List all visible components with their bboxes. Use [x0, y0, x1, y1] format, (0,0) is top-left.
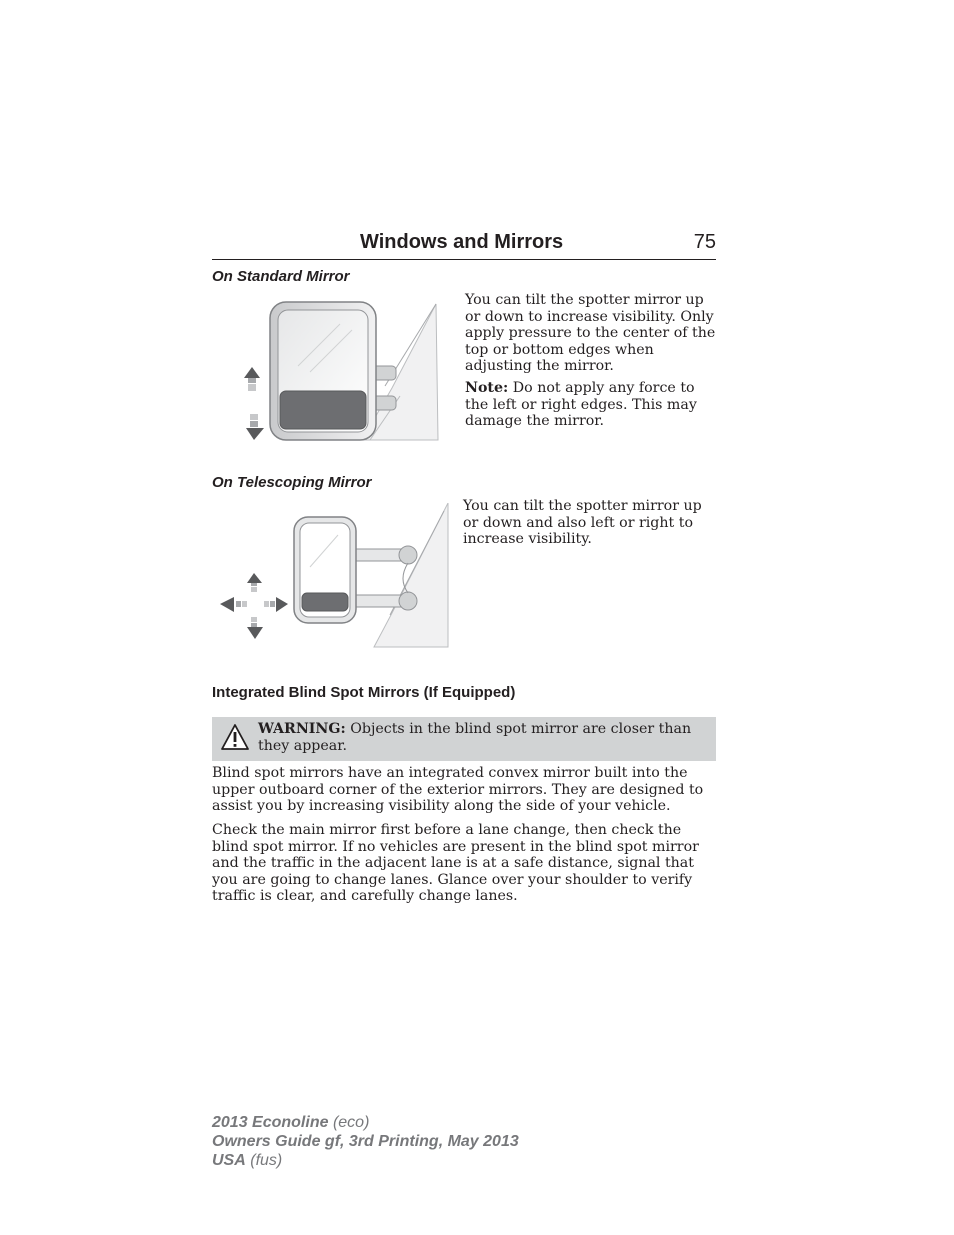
- standard-mirror-heading: On Standard Mirror: [212, 268, 350, 285]
- up-arrow-icon: [244, 367, 260, 391]
- up-arrow-icon: [247, 573, 262, 592]
- right-arrow-icon: [264, 597, 288, 612]
- page-title: Windows and Mirrors: [360, 231, 564, 253]
- blind-spot-paragraph-2: Check the main mirror first before a lane change, then check the blind spot mirror. If no vehicles are present in the blind spot mirror and the traffic in the adjacent lane is at a safe distance, signal that you are going to change lanes. Glance over your shoulder to verify traffic is clear, and carefully change lanes.: [212, 822, 699, 904]
- down-arrow-icon: [247, 617, 263, 639]
- footer-guide: Owners Guide gf, 3rd Printing, May 2013: [212, 1133, 519, 1150]
- left-arrow-icon: [220, 597, 247, 612]
- footer-model: 2013 Econoline: [212, 1114, 329, 1131]
- footer-line-2: [212, 1132, 519, 1151]
- footer-region-code: (fus): [250, 1152, 283, 1169]
- note-label: Note:: [465, 380, 509, 396]
- footer-model-code: (eco): [332, 1114, 370, 1131]
- note-text: Do not apply any force to the left or right edges. This may damage the mirror.: [465, 380, 697, 429]
- warning-label: WARNING:: [258, 721, 346, 737]
- telescoping-mirror-illustration: [214, 503, 450, 649]
- standard-mirror-illustration: [240, 296, 440, 444]
- down-arrow-icon: [246, 414, 264, 440]
- page-header: [212, 229, 716, 260]
- warning-message: Objects in the blind spot mirror are closer than they appear.: [258, 721, 692, 754]
- footer-region: USA: [212, 1152, 246, 1169]
- page-number: 75: [693, 231, 716, 253]
- warning-triangle-icon: [220, 723, 250, 751]
- standard-mirror-note: [465, 380, 717, 430]
- warning-text: [258, 721, 710, 755]
- page-footer: [212, 1113, 519, 1170]
- blind-spot-paragraph-1: Blind spot mirrors have an integrated convex mirror built into the upper outboard corner of the exterior mirrors. They are designed to assist you by increasing visibility along the side of your vehicle.: [212, 765, 704, 814]
- blind-spot-heading: Integrated Blind Spot Mirrors (If Equipped): [212, 684, 516, 701]
- footer-line-1: [212, 1113, 519, 1132]
- warning-box: [212, 717, 716, 761]
- telescoping-mirror-paragraph: You can tilt the spotter mirror up or down and also left or right to increase visibility.: [463, 498, 702, 547]
- telescoping-mirror-heading: On Telescoping Mirror: [212, 474, 372, 491]
- standard-mirror-paragraph: You can tilt the spotter mirror up or down to increase visibility. Only apply pressure to the center of the top or bottom edges when adjusting the mirror.: [465, 292, 716, 374]
- footer-line-3: [212, 1151, 519, 1170]
